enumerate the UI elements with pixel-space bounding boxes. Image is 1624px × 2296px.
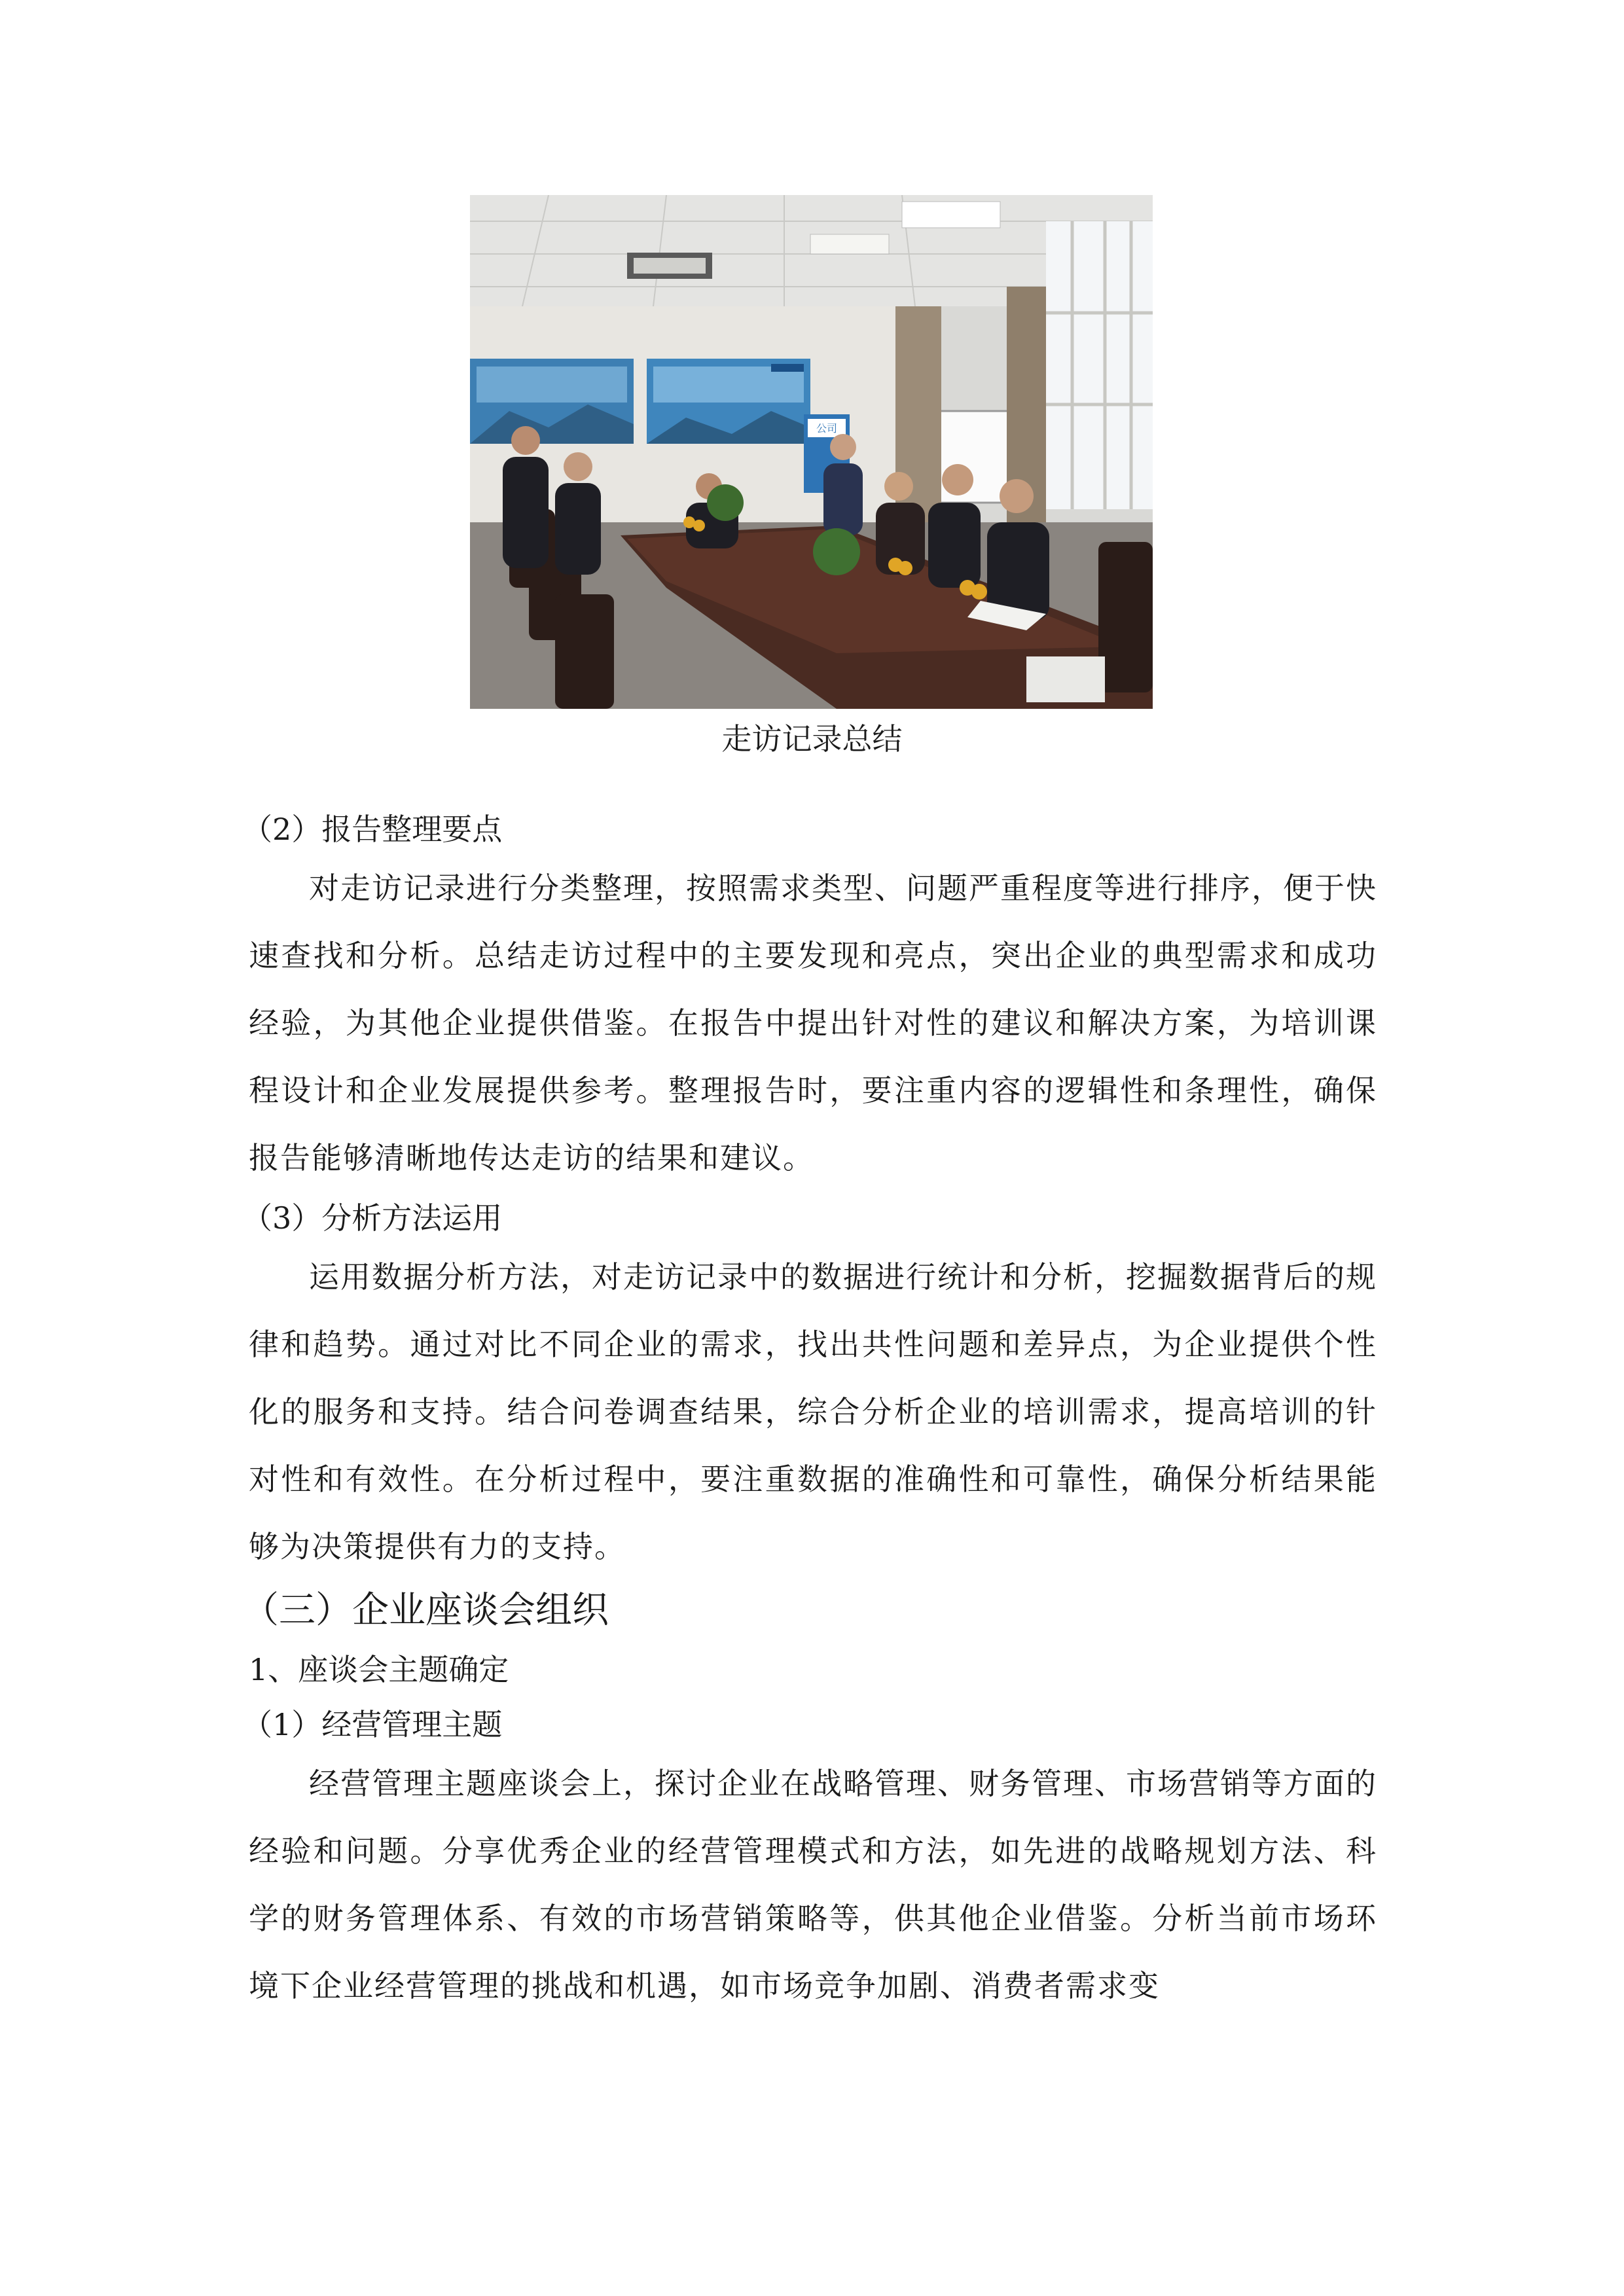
paragraph-business-management: 经营管理主题座谈会上，探讨企业在战略管理、财务管理、市场营销等方面的经验和问题。分享优秀企业的经营管理模式和方法，如先进的战略规划方法、科学的财务管理体系、有效的市场营销策略等，供其他企业借鉴。分析当前市场环境下企业经营管理的挑战和机遇，如市场竞争加剧、消费者需求变 xyxy=(249,1766,1377,2003)
heading-report-points: （2）报告整理要点 xyxy=(242,812,503,847)
paragraph-analysis-methods: 运用数据分析方法，对走访记录中的数据进行统计和分析，挖掘数据背后的规律和趋势。通过对比不同企业的需求，找出共性问题和差异点，为企业提供个性化的服务和支持。结合问卷调查结果，综合分析企业的培训需求，提高培训的针对性和有效性。在分析过程中，要注重数据的准确性和可靠性，确保分析结果能够为决策提供有力的支持。 xyxy=(249,1259,1377,1564)
meeting-room-illustration xyxy=(470,195,1153,709)
meeting-photo xyxy=(470,195,1153,709)
paragraph-report-points: 对走访记录进行分类整理，按照需求类型、问题严重程度等进行排序，便于快速查找和分析。总结走访过程中的主要发现和亮点，突出企业的典型需求和成功经验，为其他企业提供借鉴。在报告中提出针对性的建议和解决方案，为培训课程设计和企业发展提供参考。整理报告时，要注重内容的逻辑性和条理性，确保报告能够清晰地传达走访的结果和建议。 xyxy=(249,870,1377,1175)
section-title-symposium: （三）企业座谈会组织 xyxy=(242,1589,609,1632)
banner-logo: 公司 xyxy=(816,422,838,435)
subsection-theme: 1、座谈会主题确定 xyxy=(249,1652,509,1687)
heading-business-management: （1）经营管理主题 xyxy=(242,1707,503,1742)
heading-analysis-methods: （3）分析方法运用 xyxy=(242,1200,503,1236)
figure-caption: 走访记录总结 xyxy=(721,721,903,757)
